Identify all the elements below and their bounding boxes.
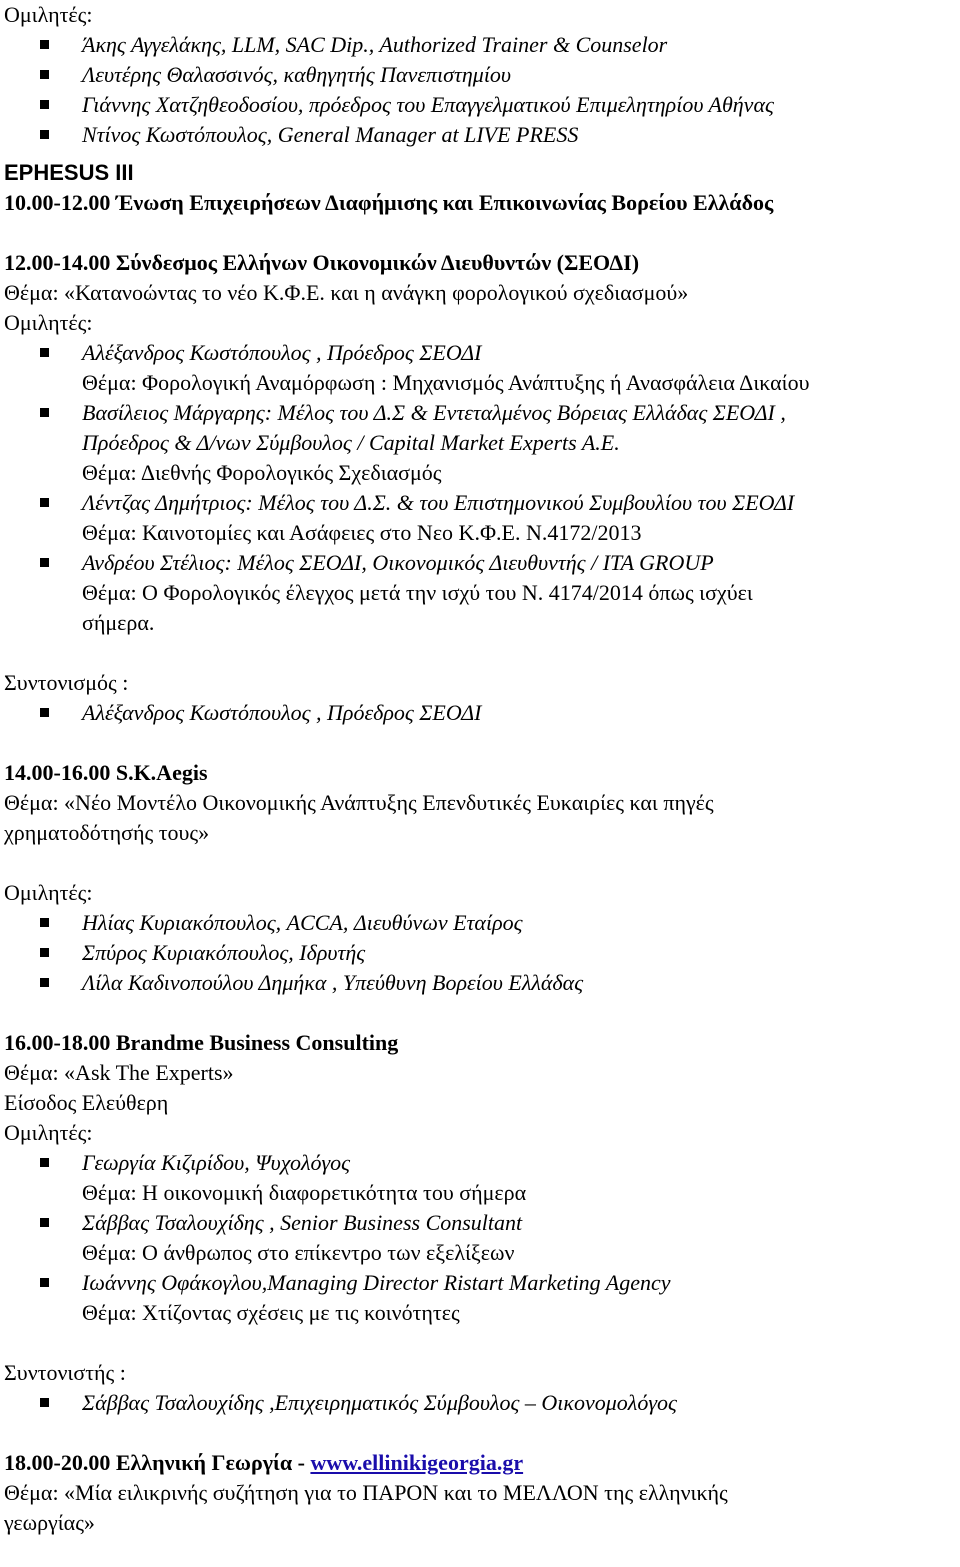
speaker-item: Λέντζας Δημήτριος: Μέλος του Δ.Σ. & του Επιστημονικού Συμβουλίου του ΣΕΟΔΙ (4, 488, 960, 518)
speaker-topic: Θέμα: Χτίζοντας σχέσεις με τις κοινότητες (82, 1300, 460, 1325)
coordinator-item: Σάββας Τσαλουχίδης ,Επιχειρηματικός Σύμβουλος – Οικονομολόγος (4, 1388, 960, 1418)
speaker-topic: Θέμα: Καινοτομίες και Ασάφειες στο Νεο Κ.Φ.Ε. Ν.4172/2013 (82, 520, 642, 545)
session-topic-continued: χρηματοδότησής τους» (4, 820, 210, 845)
session-title: Ελληνική Γεωργία (115, 1450, 293, 1475)
speaker-item: Γιάννης Χατζηθεοδοσίου, πρόεδρος του Επαγγελματικού Επιμελητηρίου Αθήνας (4, 90, 960, 120)
session-title: Σύνδεσμος Ελλήνων Οικονομικών Διευθυντών (ΣΕΟΔΙ) (115, 250, 640, 275)
session-time: 16.00-18.00 (4, 1030, 111, 1055)
entry-note: Είσοδος Ελεύθερη (4, 1090, 169, 1115)
speakers-label: Ομιλητές: (4, 2, 93, 27)
speaker-item: Ηλίας Κυριακόπουλος, ACCA, Διευθύνων Εταίρος (4, 908, 960, 938)
session-title: Ένωση Επιχειρήσεων Διαφήμισης και Επικοινωνίας Βορείου Ελλάδος (115, 190, 774, 215)
speaker-item: Αλέξανδρος Κωστόπουλος , Πρόεδρος ΣΕΟΔΙ (4, 338, 960, 368)
coordination-label: Συντονισμός : (4, 670, 129, 695)
website-link[interactable]: www.ellinikigeorgia.gr (310, 1450, 524, 1475)
session-time: 14.00-16.00 (4, 760, 111, 785)
session-topic-continued: γεωργίας» (4, 1510, 95, 1535)
speaker-item: Λίλα Καδινοπούλου Δημήκα , Υπεύθυνη Βορείου Ελλάδας (4, 968, 960, 998)
speaker-item: Ιωάννης Οφάκογλου,Managing Director Ristart Marketing Agency (4, 1268, 960, 1298)
speaker-topic: Θέμα: Φορολογική Αναμόρφωση : Μηχανισμός Ανάπτυξης ή Ανασφάλεια Δικαίου (82, 370, 810, 395)
session-topic: Θέμα: «Μία ειλικρινής συζήτηση για το ΠΑΡΟΝ και το ΜΕΛΛΟΝ της ελληνικής (4, 1480, 728, 1505)
title-separator: - (292, 1450, 311, 1475)
speaker-item: Ανδρέου Στέλιος: Μέλος ΣΕΟΔΙ, Οικονομικός Διευθυντής / ITA GROUP (4, 548, 960, 578)
speaker-item: Λευτέρης Θαλασσινός, καθηγητής Πανεπιστημίου (4, 60, 960, 90)
speakers-label: Ομιλητές: (4, 880, 93, 905)
speaker-topic: Θέμα: Διεθνής Φορολογικός Σχεδιασμός (82, 460, 442, 485)
speaker-item: Γεωργία Κιζιρίδου, Ψυχολόγος (4, 1148, 960, 1178)
session-topic: Θέμα: «Κατανοώντας το νέο Κ.Φ.Ε. και η ανάγκη φορολογικού σχεδιασμού» (4, 280, 689, 305)
session-time: 10.00-12.00 (4, 190, 111, 215)
session-heading (4, 248, 960, 278)
speaker-topic-continued: σήμερα. (82, 610, 155, 635)
speaker-topic: Θέμα: Η οικονομική διαφορετικότητα του σήμερα (82, 1180, 527, 1205)
session-topic: Θέμα: «Ask The Experts» (4, 1060, 234, 1085)
speaker-item: Σάββας Τσαλουχίδης , Senior Business Consultant (4, 1208, 960, 1238)
speaker-topic: Θέμα: Ο άνθρωπος στο επίκεντρο των εξελίξεων (82, 1240, 515, 1265)
speakers-label: Ομιλητές: (4, 1120, 93, 1145)
speakers-label: Ομιλητές: (4, 310, 93, 335)
session-heading (4, 1028, 960, 1058)
speaker-item: Ντίνος Κωστόπουλος, General Manager at LIVE PRESS (4, 120, 960, 150)
speaker-item: Άκης Αγγελάκης, LLM, SAC Dip., Authorized Trainer & Counselor (4, 30, 960, 60)
hall-title: EPHESUS III (4, 160, 134, 185)
session-time: 18.00-20.00 (4, 1450, 111, 1475)
session-heading (4, 188, 960, 218)
session-title: Brandme Business Consulting (115, 1030, 399, 1055)
session-topic: Θέμα: «Νέο Μοντέλο Οικονομικής Ανάπτυξης Επενδυτικές Ευκαιρίες και πηγές (4, 790, 714, 815)
session-heading (4, 1448, 960, 1478)
speaker-item: Βασίλειος Μάργαρης: Μέλος του Δ.Σ & Εντεταλμένος Βόρειας Ελλάδας ΣΕΟΔΙ , (4, 398, 960, 428)
session-title: S.K.Aegis (115, 760, 208, 785)
coordinator-item: Αλέξανδρος Κωστόπουλος , Πρόεδρος ΣΕΟΔΙ (4, 698, 960, 728)
session-time: 12.00-14.00 (4, 250, 111, 275)
speaker-topic: Θέμα: Ο Φορολογικός έλεγχος μετά την ισχύ του Ν. 4174/2014 όπως ισχύει (82, 580, 753, 605)
speaker-item-continued: Πρόεδρος & Δ/νων Σύμβουλος / Capital Market Experts A.E. (82, 430, 620, 455)
session-heading (4, 758, 960, 788)
speaker-item: Σπύρος Κυριακόπουλος, Ιδρυτής (4, 938, 960, 968)
coordinator-label: Συντονιστής : (4, 1360, 126, 1385)
